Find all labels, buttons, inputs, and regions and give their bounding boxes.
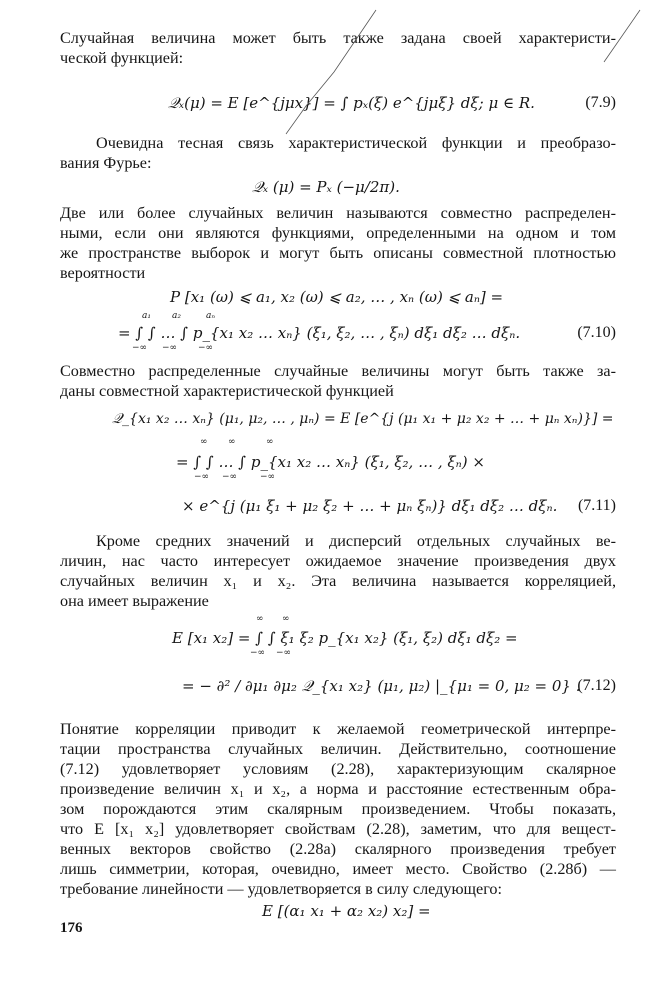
text-line: ческой функцией: — [60, 49, 184, 67]
text-line: же пространстве выборок и могут быть описаны совместной плотностью — [60, 244, 616, 262]
equation-number: (7.10) — [577, 324, 616, 341]
equation-7-11-line1: 𝒬_{x₁ x₂ … xₙ} (μ₁, μ₂, … , μₙ) = E [e^{j (μ₁ x₁ + μ₂ x₂ + … + μₙ xₙ)}] = — [112, 411, 614, 427]
text-line: вания Фурье: — [60, 154, 152, 172]
text-line: ными, если они являются функциями, определенными на одном и том — [60, 224, 616, 242]
text-line: тации пространства случайных величин. Действительно, соотношение — [60, 740, 616, 758]
page-number: 176 — [60, 920, 83, 936]
text-line: венных векторов свойство (2.28а) скалярного произведения требует — [60, 840, 616, 858]
integral-limit-upper: ∞ — [200, 437, 208, 447]
integral-limit-upper: ∞ — [228, 437, 236, 447]
equation-7-12-line2: = − ∂² / ∂μ₁ ∂μ₂ 𝒬_{x₁ x₂} (μ₁, μ₂) |_{μ₁ = 0, μ₂ = 0} . — [182, 677, 581, 695]
equation-number: (7.11) — [577, 497, 616, 514]
text-line: зом порождаются этим скалярным произведением. Чтобы показать, — [60, 800, 616, 818]
integral-limit-upper: ∞ — [256, 614, 264, 624]
integral-limit-lower: −∞ — [198, 343, 214, 353]
integral-limit-upper: a₂ — [172, 311, 181, 321]
integral-limit-lower: −∞ — [276, 648, 292, 658]
text-line: (7.12) удовлетворяет условиям (2.28), характеризующим скалярное — [60, 760, 616, 778]
text-line: Понятие корреляции приводит к желаемой геометрической интерпре- — [60, 720, 616, 738]
text-line: требование линейности — удовлетворяется в силу следующего: — [60, 880, 503, 898]
equation-7-10-line2: = ∫ ∫ … ∫ p_{x₁ x₂ … xₙ} (ξ₁, ξ₂, … , ξₙ) dξ₁ dξ₂ … dξₙ. — [118, 324, 521, 342]
integral-limit-upper: ∞ — [266, 437, 274, 447]
text-line: случайных величин x₁ и x₂. Эта величина называется корреляцией, — [60, 572, 616, 590]
text-line: даны совместной характеристической функцией — [60, 382, 394, 400]
integral-limit-upper: aₙ — [206, 311, 216, 321]
equation-7-12-line1: E [x₁ x₂] = ∫ ∫ ξ₁ ξ₂ p_{x₁ x₂} (ξ₁, ξ₂) dξ₁ dξ₂ = — [172, 629, 518, 647]
text-line: что E [x₁ x₂] удовлетворяет свойствам (2.28), заметим, что для вещест- — [60, 820, 616, 838]
equation-number: (7.9) — [585, 94, 616, 111]
integral-limit-lower: −∞ — [222, 472, 238, 482]
equation-number: (7.12) — [577, 677, 616, 694]
integral-limit-lower: −∞ — [250, 648, 266, 658]
equation-fourier: 𝒬ₓ (μ) = Pₓ (−μ/2π). — [252, 178, 400, 196]
integral-limit-lower: −∞ — [260, 472, 276, 482]
text-line: Две или более случайных величин называются совместно распределен- — [60, 204, 616, 222]
text-line: Очевидна тесная связь характеристической функции и преобразо- — [96, 134, 616, 152]
integral-limit-upper: a₁ — [142, 311, 151, 321]
text-line: Совместно распределенные случайные величины могут быть также за- — [60, 362, 616, 380]
integral-limit-lower: −∞ — [194, 472, 210, 482]
text-line: вероятности — [60, 264, 146, 282]
integral-limit-lower: −∞ — [162, 343, 178, 353]
text-line: личин, нас часто интересует ожидаемое значение произведения двух — [60, 552, 616, 570]
text-line: произведение величин x₁ и x₂, а норма и расстояние естественным обра- — [60, 780, 616, 798]
equation-continuation: E [(α₁ x₁ + α₂ x₂) x₂] = — [262, 902, 431, 920]
text-line: Кроме средних значений и дисперсий отдельных случайных ве- — [96, 532, 616, 550]
integral-limit-upper: ∞ — [282, 614, 290, 624]
text-line: лишь симметрии, которая, очевидно, имеет место. Свойство (2.28б) — — [60, 860, 616, 878]
text-line: она имеет выражение — [60, 592, 209, 610]
equation-7-11-line2: = ∫ ∫ … ∫ p_{x₁ x₂ … xₙ} (ξ₁, ξ₂, … , ξₙ) × — [176, 453, 485, 471]
text-line: Случайная величина может быть также задана своей характеристи- — [60, 29, 616, 47]
equation-7-10-line1: P [x₁ (ω) ⩽ a₁, x₂ (ω) ⩽ a₂, … , xₙ (ω) ⩽ aₙ] = — [170, 288, 504, 306]
equation-7-9: 𝒬ₓ(μ) = E [e^{jμx}] = ∫ pₓ(ξ) e^{jμξ} dξ; μ ∈ R. — [168, 94, 535, 112]
equation-7-11-line3: × e^{j (μ₁ ξ₁ + μ₂ ξ₂ + … + μₙ ξₙ)} dξ₁ dξ₂ … dξₙ. — [182, 497, 558, 515]
integral-limit-lower: −∞ — [132, 343, 148, 353]
